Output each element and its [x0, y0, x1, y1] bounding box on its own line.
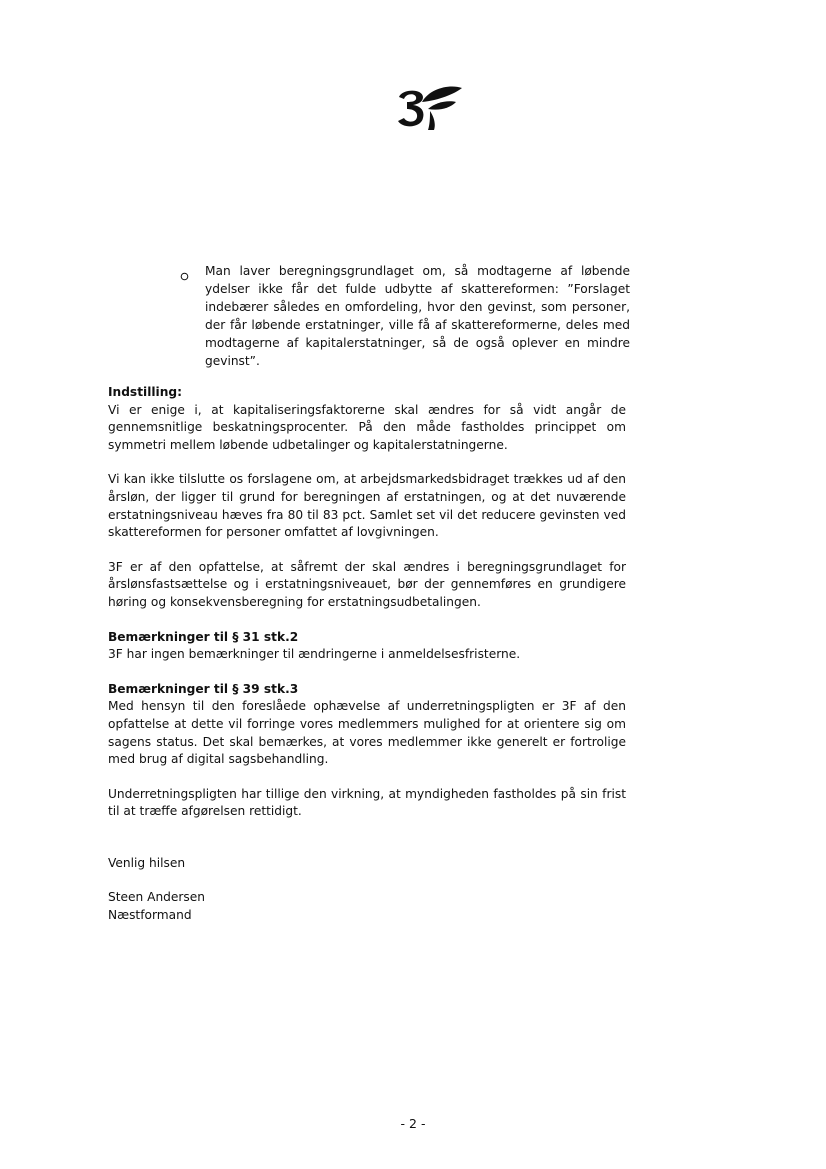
section-31-heading: Bemærkninger til § 31 stk.2	[108, 629, 299, 644]
section-39-paragraph-1: Med hensyn til den foreslåede ophævelse af underretningspligten er 3F af den opfattelse at dette vil forringe vores medlemmers mulighed for at orientere sig om sagens status. Det skal bemærkes, at vores medlemmer ikke generelt er fortrolige med brug af digital sagsbehandling.	[108, 699, 626, 767]
bullet-item	[180, 262, 630, 371]
signer-title: Næstformand	[108, 908, 192, 923]
page-number: - 2 -	[400, 1116, 426, 1131]
bullet-text: Man laver beregningsgrundlaget om, så modtagerne af løbende ydelser ikke får det fulde udbytte af skattereformen: ”Forslaget indebærer således en omfordeling, hvor den gevinst, som personer, der får løbende erstatninger, ville få af skattereformerne, deles med modtagerne af kapitalerstatninger, så de også oplever en mindre gevinst”.	[205, 264, 630, 369]
signer-name: Steen Andersen	[108, 890, 205, 905]
indstilling-heading: Indstilling:	[108, 385, 182, 399]
indstilling-paragraph-1: Vi er enige i, at kapitaliseringsfaktorerne skal ændres for så vidt angår de gennemsnitlige beskatningsprocenter. På den måde fastholdes princippet om symmetri mellem løbende udbetalinger og kapitalerstatningerne.	[108, 402, 626, 452]
letter-body	[108, 384, 626, 925]
closing-greeting: Venlig hilsen	[108, 855, 186, 870]
3f-logo	[394, 80, 466, 132]
section-39-paragraph-2: Underretningspligten har tillige den virkning, at myndigheden fastholdes på sin frist til at træffe afgørelsen rettidigt.	[108, 786, 626, 819]
section-39-heading: Bemærkninger til § 39 stk.3	[108, 681, 299, 696]
section-31-text: 3F har ingen bemærkninger til ændringerne i anmeldelsesfristerne.	[108, 647, 521, 662]
hollow-circle-bullet-icon	[180, 266, 189, 275]
indstilling-paragraph-2: Vi kan ikke tilslutte os forslagene om, at arbejdsmarkedsbidraget trækkes ud af den årsløn, der ligger til grund for beregningen af erstatningen, og at det nuværende erstatningsniveau hæves fra 80 til 83 pct. Samlet set vil det reducere gevinsten ved skattereformen for personer omfattet af lovgivningen.	[108, 472, 626, 540]
indstilling-paragraph-3: 3F er af den opfattelse, at såfremt der skal ændres i beregningsgrundlaget for årslønsfastsættelse og i erstatningsniveauet, bør der gennemføres en grundigere høring og konsekvensberegning for erstatningsudbetalingen.	[108, 559, 626, 609]
